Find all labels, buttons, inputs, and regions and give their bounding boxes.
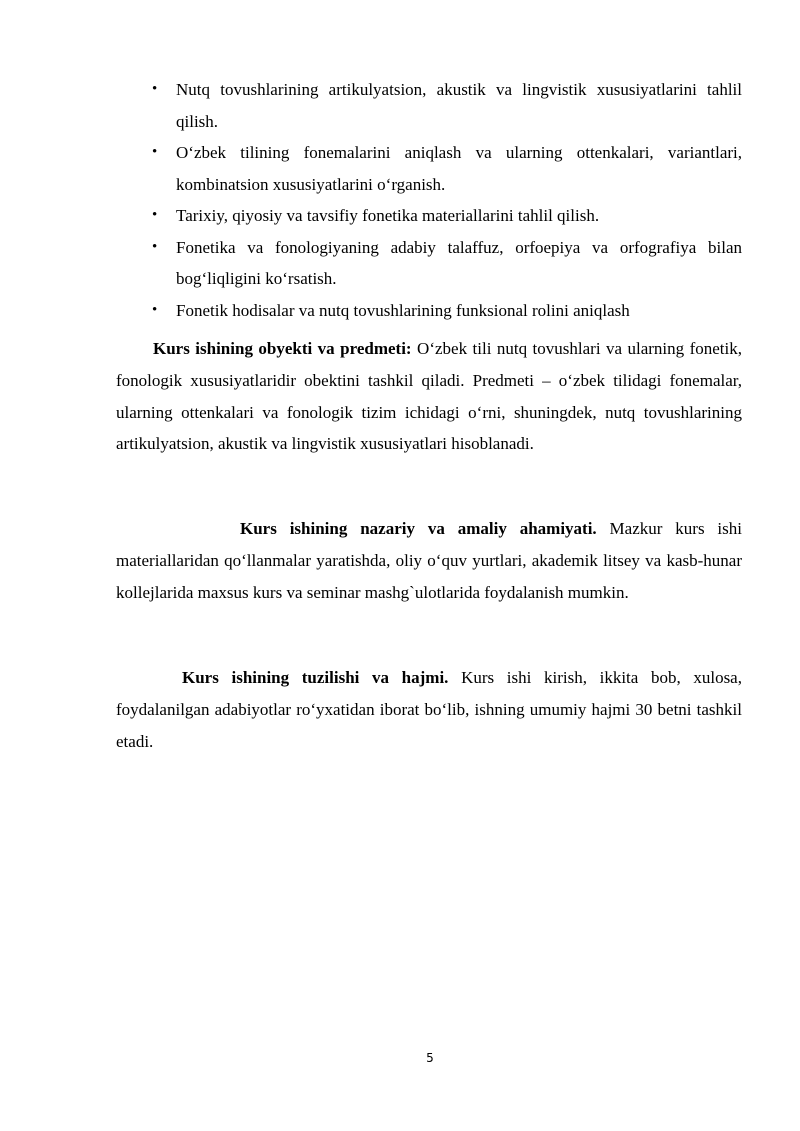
object-subject-heading: Kurs ishining obyekti va predmeti:: [153, 339, 412, 358]
bullet-icon: •: [152, 207, 158, 223]
structure-heading: Kurs ishining tuzilishi va hajmi.: [182, 668, 449, 687]
bullet-icon: •: [152, 81, 158, 97]
list-item: [152, 137, 742, 200]
structure-paragraph: [116, 662, 742, 757]
bullet-icon: •: [152, 144, 158, 160]
list-item: [152, 232, 742, 295]
significance-body: Mazkur kurs ishi materiallaridan qo‘llanmalar yaratishda, oliy o‘quv yurtlari, akademik litsey va kasb-hunar kollejlarida maxsus kurs va seminar mashg`ulotlarida foydalanish mumkin.: [116, 519, 742, 602]
page-number: 5: [426, 1051, 434, 1065]
list-item-text: Tarixiy, qiyosiy va tavsifiy fonetika materiallarini tahlil qilish.: [176, 206, 600, 225]
object-subject-paragraph: [116, 333, 742, 460]
list-item: [152, 200, 742, 232]
list-item-text: Fonetika va fonologiyaning adabiy talaffuz, orfoepiya va orfografiya bilan bog‘liqligini ko‘rsatish.: [176, 237, 742, 288]
objectives-list: [152, 74, 742, 326]
list-item-text: Nutq tovushlarining artikulyatsion, akustik va lingvistik xususiyatlarini tahlil qilish.: [176, 80, 742, 131]
bullet-icon: •: [152, 301, 158, 318]
structure-body: Kurs ishi kirish, ikkita bob, xulosa, foydalanilgan adabiyotlar ro‘yxatidan iborat bo‘lib, ishning umumiy hajmi 30 betni tashkil etadi.: [116, 668, 742, 751]
list-item: [152, 295, 742, 327]
bullet-icon: •: [152, 238, 158, 255]
list-item-text: Fonetik hodisalar va nutq tovushlarining funksional rolini aniqlash: [176, 300, 630, 320]
list-item-text: O‘zbek tilining fonemalarini aniqlash va ularning ottenkalari, variantlari, kombinatsion xususiyatlarini o‘rganish.: [176, 143, 742, 194]
object-subject-body: O‘zbek tili nutq tovushlari va ularning fonetik, fonologik xususiyatlaridir obektini tashkil qiladi. Predmeti – o‘zbek tilidagi fonemalar, ularning ottenkalari va fonologik tizim ichidagi o‘rni, shuningdek, nutq tovushlarining artikulyatsion, akustik va lingvistik xususiyatlari hisoblanadi.: [116, 339, 742, 454]
significance-paragraph: [116, 513, 742, 608]
list-item: [152, 74, 742, 137]
significance-heading: Kurs ishining nazariy va amaliy ahamiyati.: [240, 519, 597, 538]
